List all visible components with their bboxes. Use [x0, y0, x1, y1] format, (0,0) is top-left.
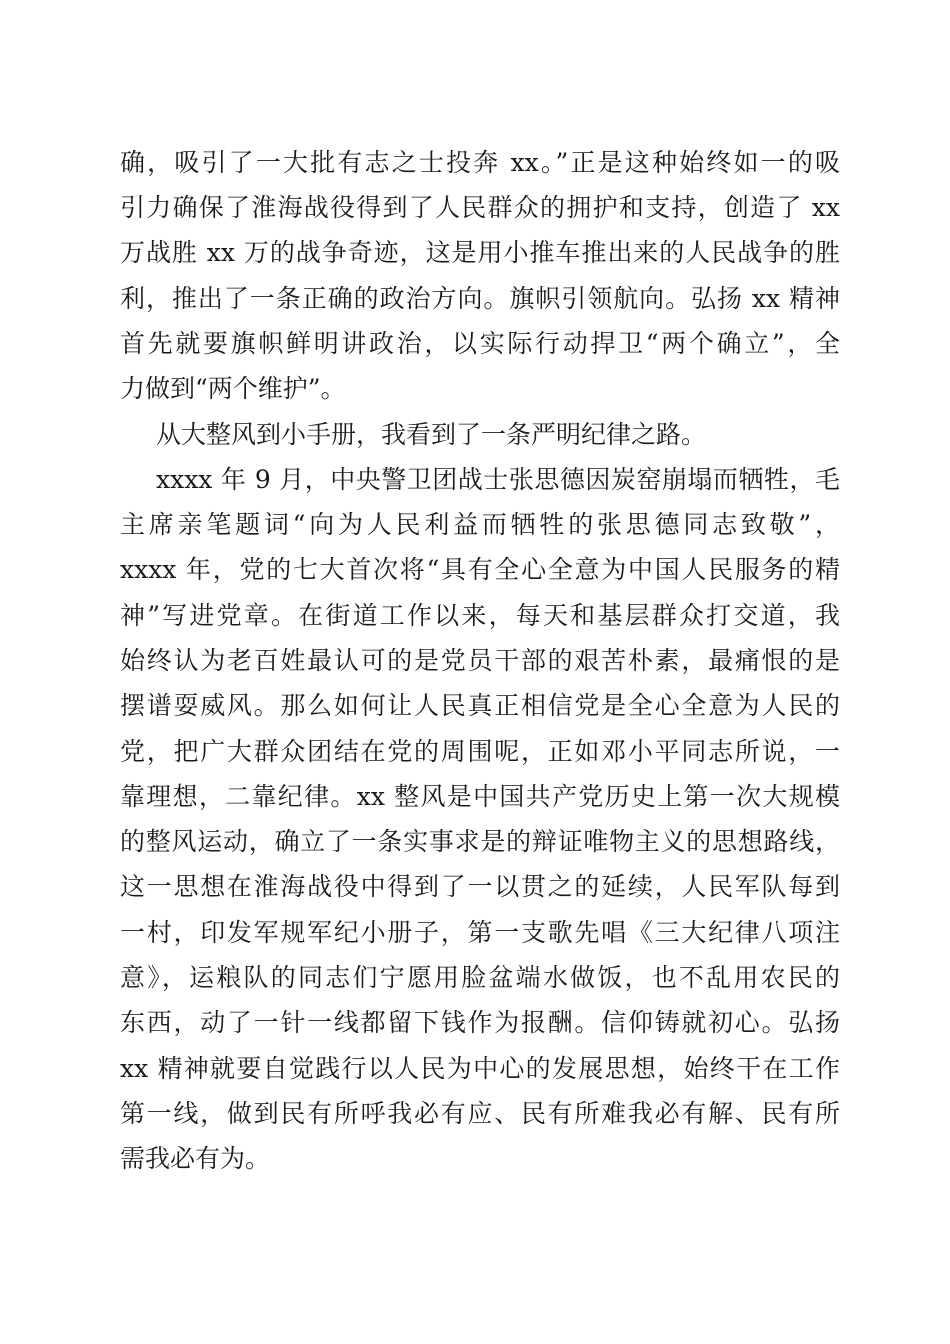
paragraph-1-line-4: 利，推出了一条正确的政治方向。旗帜引领航向。弘扬 xx 精神 — [120, 284, 840, 313]
paragraph-1-line-2: 引力确保了淮海战役得到了人民群众的拥护和支持，创造了 xx — [120, 193, 840, 222]
paragraph-3-line-9: 的整风运动，确立了一条实事求是的辩证唯物主义的思想路线， — [120, 827, 840, 856]
paragraph-1-line-3: 万战胜 xx 万的战争奇迹，这是用小推车推出来的人民战争的胜 — [120, 238, 840, 267]
paragraph-3-line-11: 一村，印发军规军纪小册子，第一支歌先唱《三大纪律八项注 — [120, 918, 840, 947]
paragraph-3-line-16: 需我必有为。 — [120, 1144, 271, 1173]
paragraph-3-line-6: 摆谱耍威风。那么如何让人民真正相信党是全心全意为人民的 — [120, 691, 840, 720]
paragraph-3-line-14: xx 精神就要自觉践行以人民为中心的发展思想，始终干在工作 — [120, 1054, 840, 1083]
paragraph-3-line-10: 这一思想在淮海战役中得到了一以贯之的延续，人民军队每到 — [120, 872, 840, 901]
paragraph-3-line-1: xxxx 年 9 月，中央警卫团战士张思德因炭窑崩塌而牺牲，毛 — [156, 465, 840, 494]
paragraph-3-line-8: 靠理想，二靠纪律。xx 整风是中国共产党历史上第一次大规模 — [120, 782, 840, 811]
paragraph-2-line-1: 从大整风到小手册，我看到了一条严明纪律之路。 — [156, 420, 707, 449]
paragraph-1-line-5: 首先就要旗帜鲜明讲政治，以实际行动捍卫“两个确立”，全 — [120, 329, 840, 358]
paragraph-1-line-6: 力做到“两个维护”。 — [120, 374, 346, 403]
paragraph-3-line-12: 意》，运粮队的同志们宁愿用脸盆端水做饭，也不乱用农民的 — [120, 963, 840, 992]
paragraph-3-line-7: 党，把广大群众团结在党的周围呢，正如邓小平同志所说，一 — [120, 737, 840, 766]
paragraph-3-line-4: 神”写进党章。在街道工作以来，每天和基层群众打交道，我 — [120, 601, 840, 630]
paragraph-3-line-5: 始终认为老百姓最认可的是党员干部的艰苦朴素，最痛恨的是 — [120, 646, 840, 675]
paragraph-3-line-2: 主席亲笔题词“向为人民利益而牺牲的张思德同志致敬”， — [120, 510, 840, 539]
paragraph-3-line-3: xxxx 年，党的七大首次将“具有全心全意为中国人民服务的精 — [120, 555, 840, 584]
paragraph-3-line-15: 第一线，做到民有所呼我必有应、民有所难我必有解、民有所 — [120, 1099, 840, 1128]
paragraph-3-line-13: 东西，动了一针一线都留下钱作为报酬。信仰铸就初心。弘扬 — [120, 1008, 840, 1037]
paragraph-1-line-1: 确，吸引了一大批有志之士投奔 xx。”正是这种始终如一的吸 — [120, 148, 840, 177]
